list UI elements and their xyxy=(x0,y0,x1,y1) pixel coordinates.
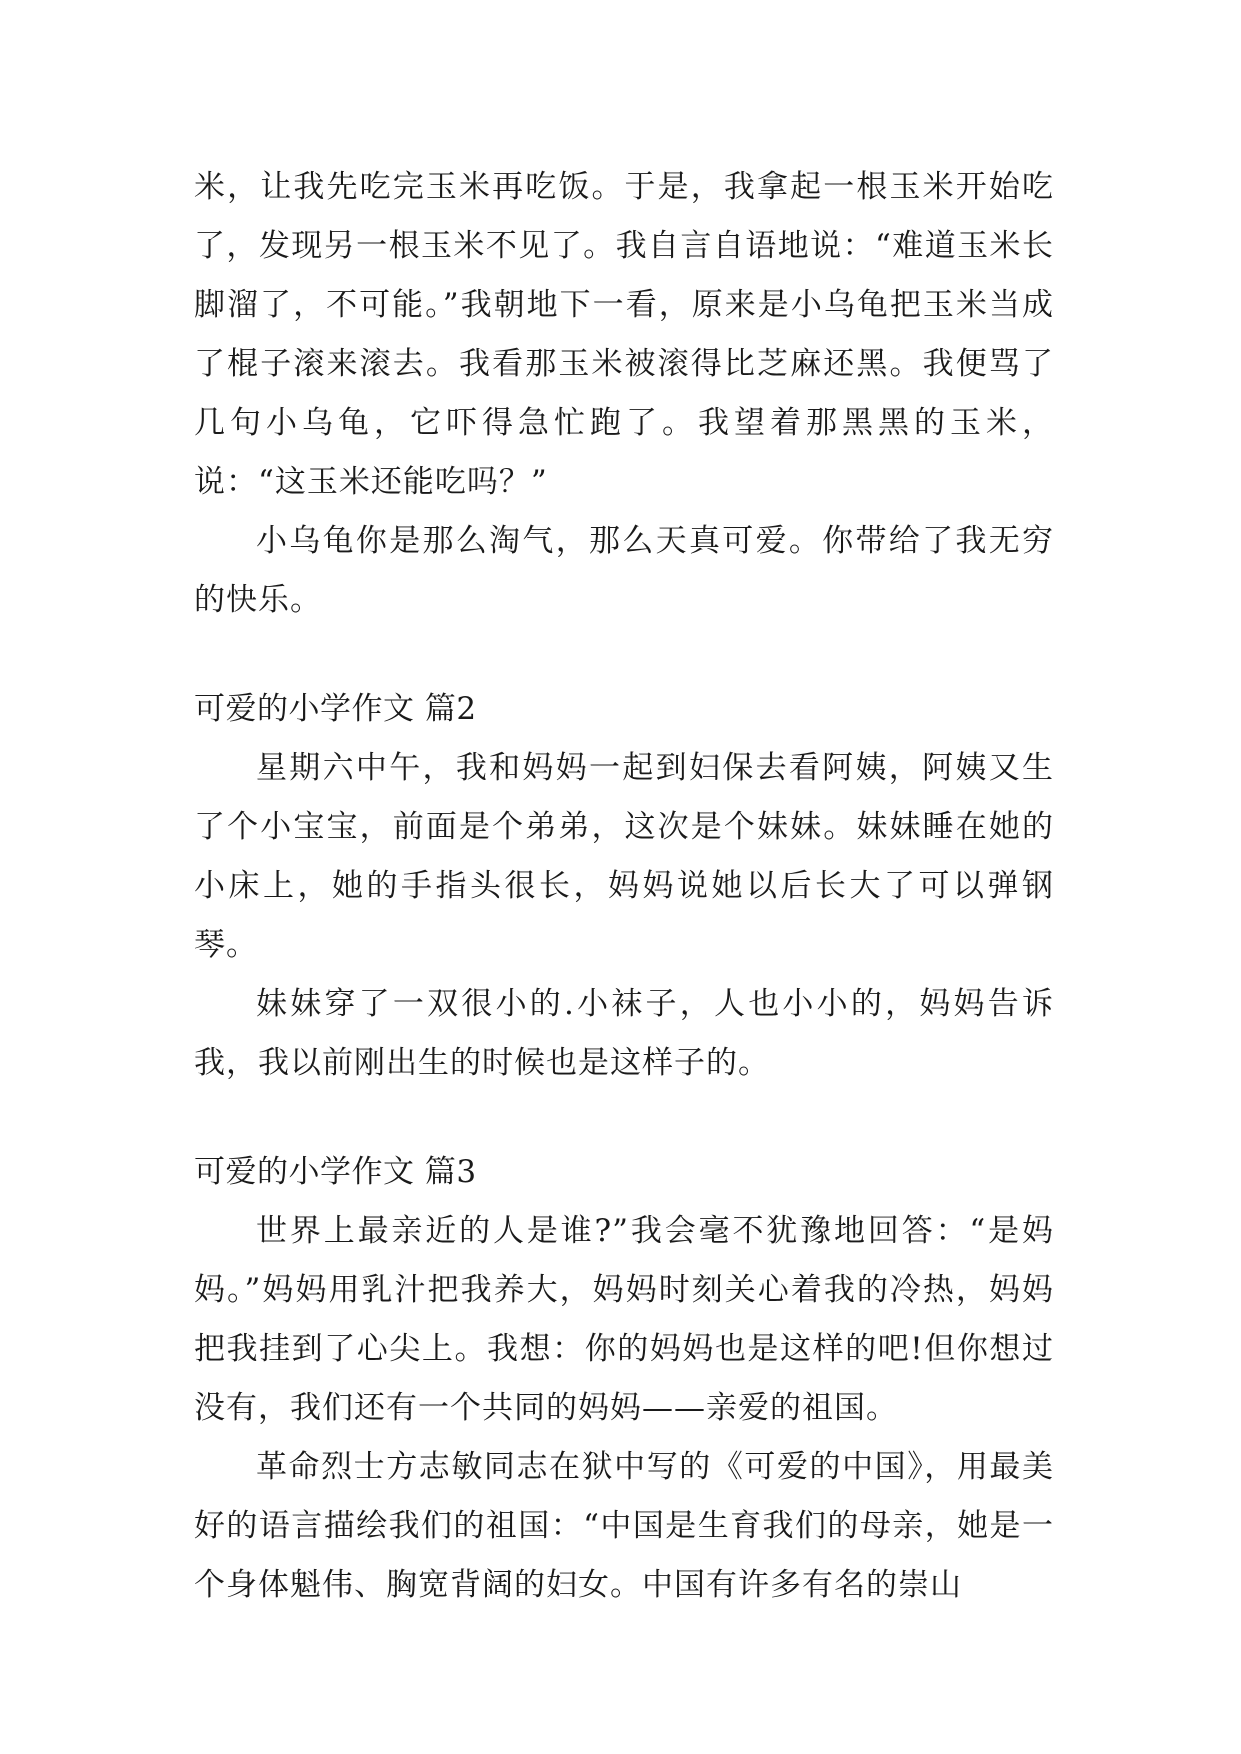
paragraph: 革命烈士方志敏同志在狱中写的《可爱的中国》，用最美好的语言描绘我们的祖国：“中国是生育我们的母亲，她是一个身体魁伟、胸宽背阔的妇女。中国有许多有名的崇山 xyxy=(194,1449,1054,1603)
section-heading: 可爱的小学作文 篇3 xyxy=(194,1154,477,1190)
paragraph: 小乌龟你是那么淘气，那么天真可爱。你带给了我无穷的快乐。 xyxy=(194,523,1054,618)
paragraph: 世界上最亲近的人是谁?”我会毫不犹豫地回答：“是妈妈。”妈妈用乳汁把我养大，妈妈时刻关心着我的冷热，妈妈把我挂到了心尖上。我想：你的妈妈也是这样的吧!但你想过没有，我们还有一个共同的妈妈——亲爱的祖国。 xyxy=(194,1213,1054,1426)
section-heading: 可爱的小学作文 篇2 xyxy=(194,691,477,727)
paragraph: 星期六中午，我和妈妈一起到妇保去看阿姨，阿姨又生了个小宝宝，前面是个弟弟，这次是个妹妹。妹妹睡在她的小床上，她的手指头很长，妈妈说她以后长大了可以弹钢琴。 xyxy=(194,750,1054,963)
document-page xyxy=(194,158,1054,1615)
paragraph: 米，让我先吃完玉米再吃饭。于是，我拿起一根玉米开始吃了，发现另一根玉米不见了。我自言自语地说：“难道玉米长脚溜了，不可能。”我朝地下一看，原来是小乌龟把玉米当成了棍子滚来滚去。我看那玉米被滚得比芝麻还黑。我便骂了几句小乌龟，它吓得急忙跑了。我望着那黑黑的玉米，说：“这玉米还能吃吗？” xyxy=(194,169,1054,500)
paragraph: 妹妹穿了一双很小的.小袜子，人也小小的，妈妈告诉我，我以前刚出生的时候也是这样子的。 xyxy=(194,986,1054,1081)
